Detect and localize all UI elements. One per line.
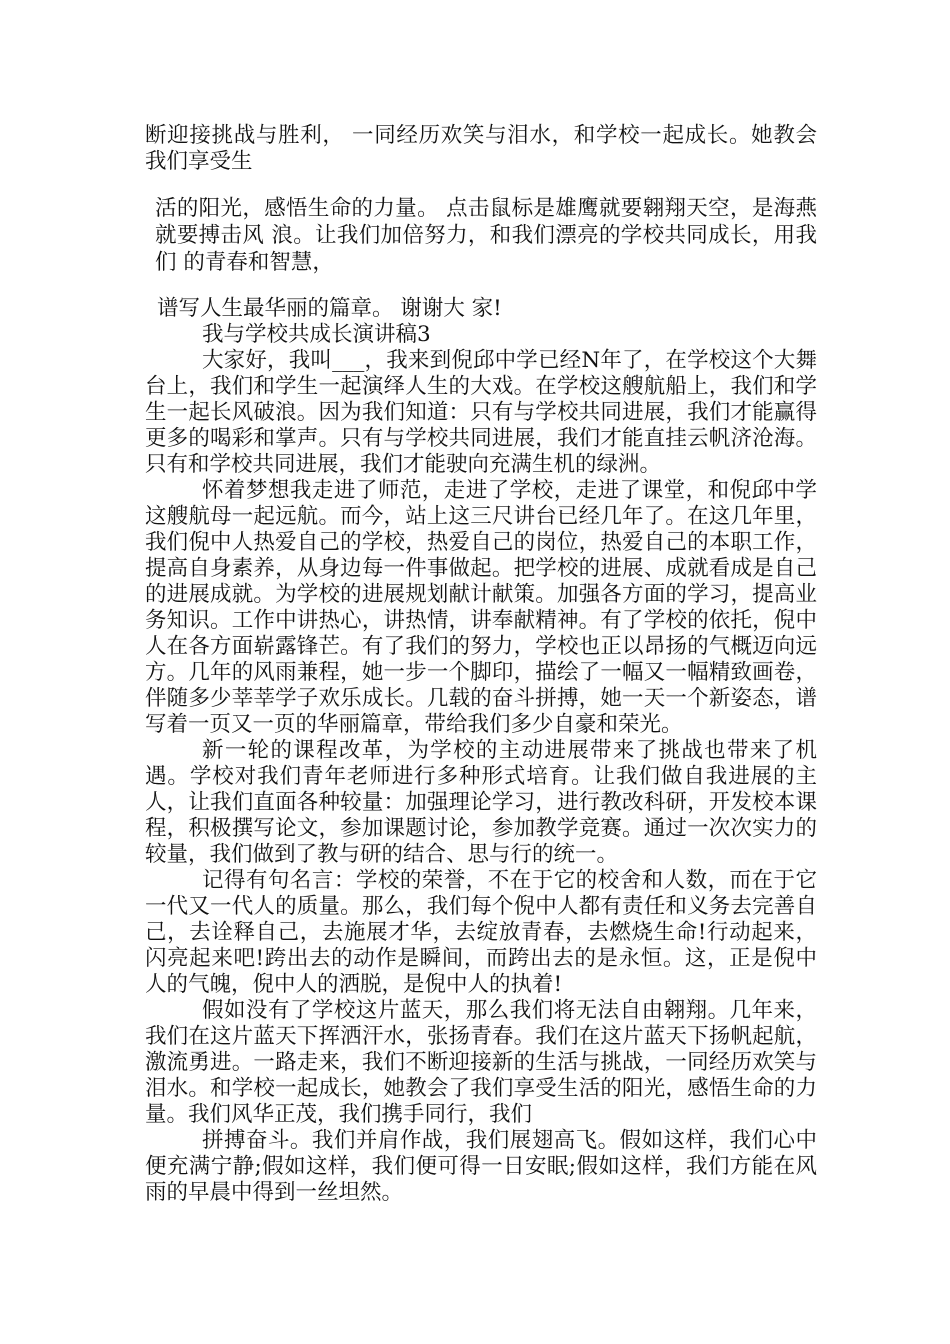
body-paragraph-6: 拼搏奋斗。我们并肩作战，我们展翅高飞。假如这样，我们心中便充满宁静;假如这样，我们便可得一日安眠;假如这样，我们方能在风雨的早晨中得到一丝坦然。 bbox=[145, 1128, 817, 1205]
paragraph-intro-1: 断迎接挑战与胜利， 一同经历欢笑与泪水，和学校一起成长。她教会我们享受生 bbox=[145, 123, 817, 174]
body-paragraph-2: 怀着梦想我走进了师范，走进了学校，走进了课堂，和倪邱中学这艘航母一起远航。而今，站上这三尺讲台已经几年了。在这几年里，我们倪中人热爱自己的学校，热爱自己的岗位，热爱自己的本职工作，提高自身素养，从身边每一件事做起。把学校的进展、成就看成是自己的进展成就。为学校的进展规划献计献策。加强各方面的学习，提高业务知识。工作中讲热心，讲热情，讲奉献精神。有了学校的依托，倪中人在各方面崭露锋芒。有了我们的努力，学校也正以昂扬的气概迈向远方。几年的风雨兼程，她一步一个脚印，描绘了一幅又一幅精致画卷，伴随多少莘莘学子欢乐成长。几载的奋斗拼搏，她一天一个新姿态，谱写着一页又一页的华丽篇章，带给我们多少自豪和荣光。 bbox=[145, 478, 817, 737]
document-page bbox=[145, 123, 817, 1206]
body-paragraph-3: 新一轮的课程改革，为学校的主动进展带来了挑战也带来了机遇。学校对我们青年老师进行多种形式培育。让我们做自我进展的主人，让我们直面各种较量：加强理论学习，进行教改科研，开发校本课程，积极撰写论文，参加课题讨论，参加教学竞赛。通过一次次实力的较量，我们做到了教与研的结合、思与行的统一。 bbox=[145, 738, 817, 867]
paragraph-intro-3: 谱写人生最华丽的篇章。 谢谢大 家! bbox=[157, 296, 502, 321]
paragraph-intro-2: 活的阳光，感悟生命的力量。 点击鼠标是雄鹰就要翱翔天空，是海燕就要搏击风 浪。让我们加倍努力，和我们漂亮的学校共同成长，用我们 的青春和智慧， bbox=[155, 196, 817, 275]
body-paragraph-1: 大家好，我叫___，我来到倪邱中学已经N年了，在学校这个大舞台上，我们和学生一起演绎人生的大戏。在学校这艘航船上，我们和学生一起长风破浪。因为我们知道：只有与学校共同进展，我们才能赢得更多的喝彩和掌声。只有与学校共同进展，我们才能直挂云帆济沧海。只有和学校共同进展，我们才能驶向充满生机的绿洲。 bbox=[145, 348, 817, 477]
body-paragraph-4: 记得有句名言：学校的荣誉，不在于它的校舍和人数，而在于它一代又一代人的质量。那么，我们每个倪中人都有责任和义务去完善自己，去诠释自己，去施展才华，去绽放青春，去燃烧生命!行动起来，闪亮起来吧!跨出去的动作是瞬间，而跨出去的是永恒。这，正是倪中人的气魄，倪中人的洒脱，是倪中人的执着! bbox=[145, 868, 817, 997]
body-paragraph-5: 假如没有了学校这片蓝天，那么我们将无法自由翱翔。几年来，我们在这片蓝天下挥洒汗水，张扬青春。我们在这片蓝天下扬帆起航，激流勇进。一路走来，我们不断迎接新的生活与挑战，一同经历欢笑与泪水。和学校一起成长，她教会了我们享受生活的阳光，感悟生命的力量。我们风华正茂，我们携手同行，我们 bbox=[145, 998, 817, 1127]
section-title: 我与学校共成长演讲稿3 bbox=[202, 322, 431, 347]
